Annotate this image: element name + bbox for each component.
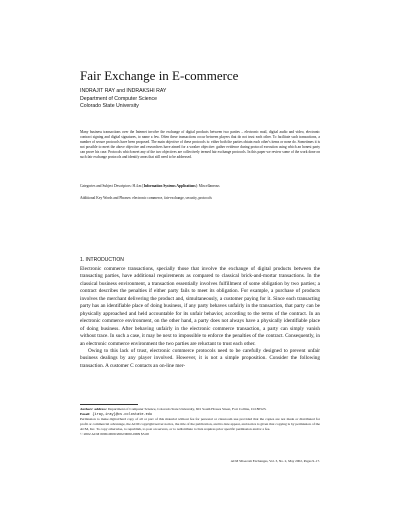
author-university: Colorado State University — [80, 103, 139, 110]
categories-tail: ]: Miscellaneous — [195, 184, 220, 188]
paper-title: Fair Exchange in E-commerce — [80, 68, 239, 83]
paper-page — [80, 0, 320, 518]
paragraph: Owing to this lack of trust, electronic commerce protocols need to be carefully designed to prevent unfair business dealings by any player involved. However, it is not a simple proposition. Consider the following transaction. A customer C contacts an on-line mer- — [80, 347, 320, 369]
footnote-copyright: © 2002 ACM 0000-0000/2002/0000-0009 $5.00 — [80, 431, 150, 436]
author-department: Department of Computer Science — [80, 95, 157, 102]
keywords: Additional Key Words and Phrases: electronic commerce, fair-exchange, security, protocols — [80, 196, 212, 200]
author-block — [80, 88, 320, 111]
address-label: Authors' address: — [80, 407, 108, 411]
categories-subject: Information Systems Applications — [143, 184, 196, 188]
journal-footer: ACM SIGecom Exchanges, Vol. 3, No. 2, May 2002, Pages 9–17. — [230, 459, 320, 463]
footnote — [80, 407, 320, 436]
section-heading: 1. INTRODUCTION — [80, 257, 124, 263]
categories — [80, 184, 320, 189]
abstract: Many business transactions over the Internet involve the exchange of digital products between two parties – electronic mail, digital audio and video, electronic contract signing and digital signatures, to name a few. Often these transactions occur between players that do not trust each other. To facilitate such transactions, a number of secure protocols have been proposed. The main objective of these protocols is: either both the parties obtain each other's items or none do. Sometimes it is not possible to meet the above objective and researchers have aimed for a weaker objective: gather evidence during protocol execution using which an honest party can prove his case. Protocols which meet any of the two objectives are collectively termed fair exchange protocols. In this paper we review some of the work done on such fair exchange protocols and identify areas that still need to be addressed. — [80, 130, 320, 160]
paragraph: Electronic commerce transactions, specially those that involve the exchange of digital products between the transacting parties, have additional requirements as compared to classical brick-and-mortar transactions. In the classical business environment, a transaction essentially involves fulfillment of some obligation by two parties; a contract describes the penalties if either party fails to meet its obligation. For example, a purchase of products involves the merchant delivering the product and, simultaneously, a customer paying for it. Since each transacting party has an identifiable place of doing business, if any party behaves unfairly in the transaction, that party can be physically approached and held accountable for its unfair behavior, according to the terms of the contract. In an electronic commerce environment, on the other hand, a party does not always have a physically identifiable place of doing business. After behaving unfairly in the electronic commerce transaction, a party can simply vanish without trace. In such a case, it may be next to impossible to enforce the penalties of the contract. Consequently, in an electronic commerce environment the two parties are reluctant to trust each other. — [80, 266, 320, 347]
footnote-divider — [80, 404, 138, 405]
introduction-body — [80, 266, 320, 370]
footnote-permission: Permission to make digital/hard copy of all or part of this material without fee for personal or classroom use provided that the copies are not made or distributed for profit or commercial advantage, the ACM copyright/server notice, the title of the publication, and its date appear, and notice is given that copying is by permission of the ACM, Inc. To copy otherwise, to republish, to post on servers, or to redistribute to lists requires prior specific permission and/or a fee. — [80, 417, 320, 431]
email-link[interactable]: {iray,iray}@cs.colostate.edu — [90, 412, 152, 417]
categories-label: Categories and Subject Descriptors: H.4.m [ — [80, 184, 144, 188]
email-label: Email: — [80, 411, 91, 416]
author-names: INDRAJIT RAY and INDRAKSHI RAY — [80, 88, 167, 94]
address-text: Department of Computer Science, Colorado State University, 601 South Howes Street, Fort Collins, CO 80523. — [107, 407, 267, 411]
